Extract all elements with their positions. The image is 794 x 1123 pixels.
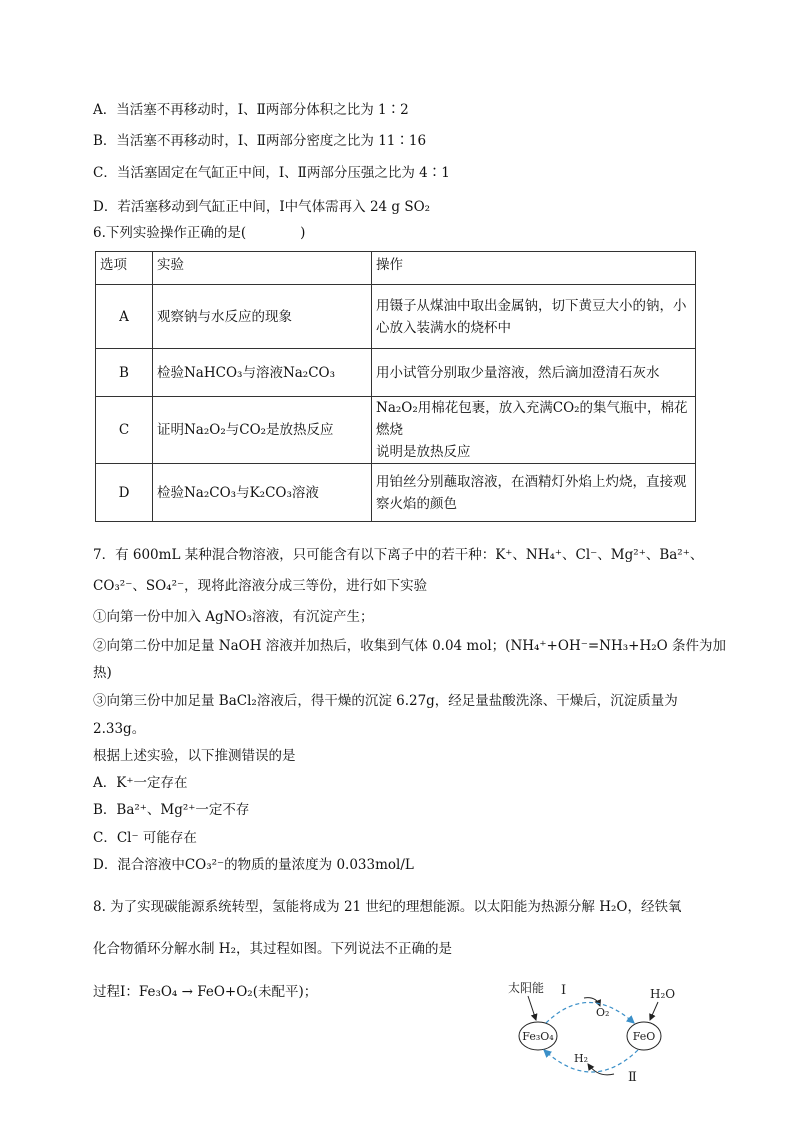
q7-option-a: A．K⁺一定存在 xyxy=(93,775,188,791)
cycle-arrow-top xyxy=(546,1003,634,1024)
row-option: B xyxy=(96,349,153,397)
q7-step-2a: ②向第二份中加足量 NaOH 溶液并加热后，收集到气体 0.04 mol；(NH₄⁺+OH⁻=NH₃+H₂O 条件为加 xyxy=(93,638,727,654)
row-operation xyxy=(372,349,696,397)
h2o-input-arrow xyxy=(650,1002,658,1020)
q7-step-3a: ③向第三份中加足量 BaCl₂溶液后，得干燥的沉淀 6.27g，经足量盐酸洗涤、干燥后，沉淀质量为 xyxy=(93,693,678,709)
row-operation-line: 用铂丝分别蘸取溶液，在酒精灯外焰上灼烧，直接观 xyxy=(376,473,687,490)
table-header-row xyxy=(96,252,696,285)
row-operation-line: Na₂O₂用棉花包裹，放入充满CO₂的集气瓶中，棉花燃烧 xyxy=(376,400,688,438)
q7-option-b: B．Ba²⁺、Mg²⁺一定不存 xyxy=(93,802,250,818)
q7-stem-2: CO₃²⁻、SO₄²⁻，现将此溶液分成三等份，进行如下实验 xyxy=(93,578,428,594)
row-experiment: 观察钠与水反应的现象 xyxy=(153,285,372,349)
row-experiment: 检验NaHCO₃与溶液Na₂CO₃ xyxy=(153,349,372,397)
q5-option-b: B．当活塞不再移动时，Ⅰ、Ⅱ两部分密度之比为 11∶16 xyxy=(93,133,427,149)
row-experiment: 检验Na₂CO₃与K₂CO₃溶液 xyxy=(153,464,372,522)
row-operation xyxy=(372,397,696,464)
row-operation-line: 说明是放热反应 xyxy=(376,444,471,460)
row-option: A xyxy=(96,285,153,349)
header-experiment: 实验 xyxy=(153,252,372,285)
q7-step-1: ①向第一份中加入 AgNO₃溶液，有沉淀产生； xyxy=(93,609,374,625)
q7-step-3b: 2.33g。 xyxy=(93,721,146,737)
q5-option-a: A．当活塞不再移动时，Ⅰ、Ⅱ两部分体积之比为 1∶2 xyxy=(93,102,409,118)
q7-stem-1: 7．有 600mL 某种混合物溶液，只可能含有以下离子中的若干种：K⁺、NH₄⁺、Cl⁻、Mg²⁺、Ba²⁺、 xyxy=(93,547,704,563)
q7-option-c: C．Cl⁻ 可能存在 xyxy=(93,830,197,846)
sun-label: 太阳能 xyxy=(508,981,545,995)
table-row xyxy=(96,349,696,397)
row-operation-line: 用小试管分别取少量溶液，然后滴加澄清石灰水 xyxy=(376,364,660,381)
h2-label: H₂ xyxy=(574,1052,589,1065)
table-row xyxy=(96,397,696,464)
row-experiment: 证明Na₂O₂与CO₂是放热反应 xyxy=(153,397,372,464)
row-operation xyxy=(372,285,696,349)
row-operation-line: 用镊子从煤油中取出金属钠，切下黄豆大小的钠，小 xyxy=(376,297,687,314)
header-option: 选项 xyxy=(96,252,153,285)
h2o-label: H₂O xyxy=(650,987,676,1001)
sun-arrow xyxy=(528,996,536,1020)
h2-release-arrow xyxy=(588,1064,614,1075)
q6-stem: 6.下列实验操作正确的是( ) xyxy=(93,225,306,241)
q6-table xyxy=(95,251,696,522)
q8-stem-1: 8. 为了实现碳能源系统转型，氢能将成为 21 世纪的理想能源。以太阳能为热源分解 H₂O，经铁氧 xyxy=(93,899,682,915)
q8-process-1: 过程Ⅰ：Fe₃O₄ → FeO+O₂(未配平)； xyxy=(93,984,318,1000)
q8-stem-2: 化合物循环分解水制 H₂，其过程如图。下列说法不正确的是 xyxy=(93,941,452,957)
feo-label: FeO xyxy=(632,1030,656,1043)
row-option: D xyxy=(96,464,153,522)
table-row xyxy=(96,285,696,349)
header-operation: 操作 xyxy=(372,252,696,285)
step-two-label: Ⅱ xyxy=(628,1070,637,1085)
fe3o4-label: Fe₃O₄ xyxy=(522,1030,554,1043)
o2-label: O₂ xyxy=(596,1006,610,1019)
q7-question: 根据上述实验，以下推测错误的是 xyxy=(93,748,296,764)
row-option: C xyxy=(96,397,153,464)
q5-option-d: D．若活塞移动到气缸正中间，Ⅰ中气体需再入 24 g SO₂ xyxy=(93,199,431,215)
row-operation-line: 心放入装满水的烧杯中 xyxy=(376,319,511,336)
o2-release-arrow xyxy=(584,998,600,1006)
table-row xyxy=(96,464,696,522)
q7-step-2b: 热) xyxy=(93,665,112,681)
iron-oxide-cycle-diagram xyxy=(488,978,688,1088)
q7-option-d: D．混合溶液中CO₃²⁻的物质的量浓度为 0.033mol/L xyxy=(93,857,414,873)
row-operation-line: 察火焰的颜色 xyxy=(376,495,457,512)
row-operation xyxy=(372,464,696,522)
q5-option-c: C．当活塞固定在气缸正中间，Ⅰ、Ⅱ两部分压强之比为 4∶1 xyxy=(93,165,450,181)
cycle-arrow-bottom xyxy=(544,1050,638,1072)
step-one-label: Ⅰ xyxy=(561,983,567,998)
